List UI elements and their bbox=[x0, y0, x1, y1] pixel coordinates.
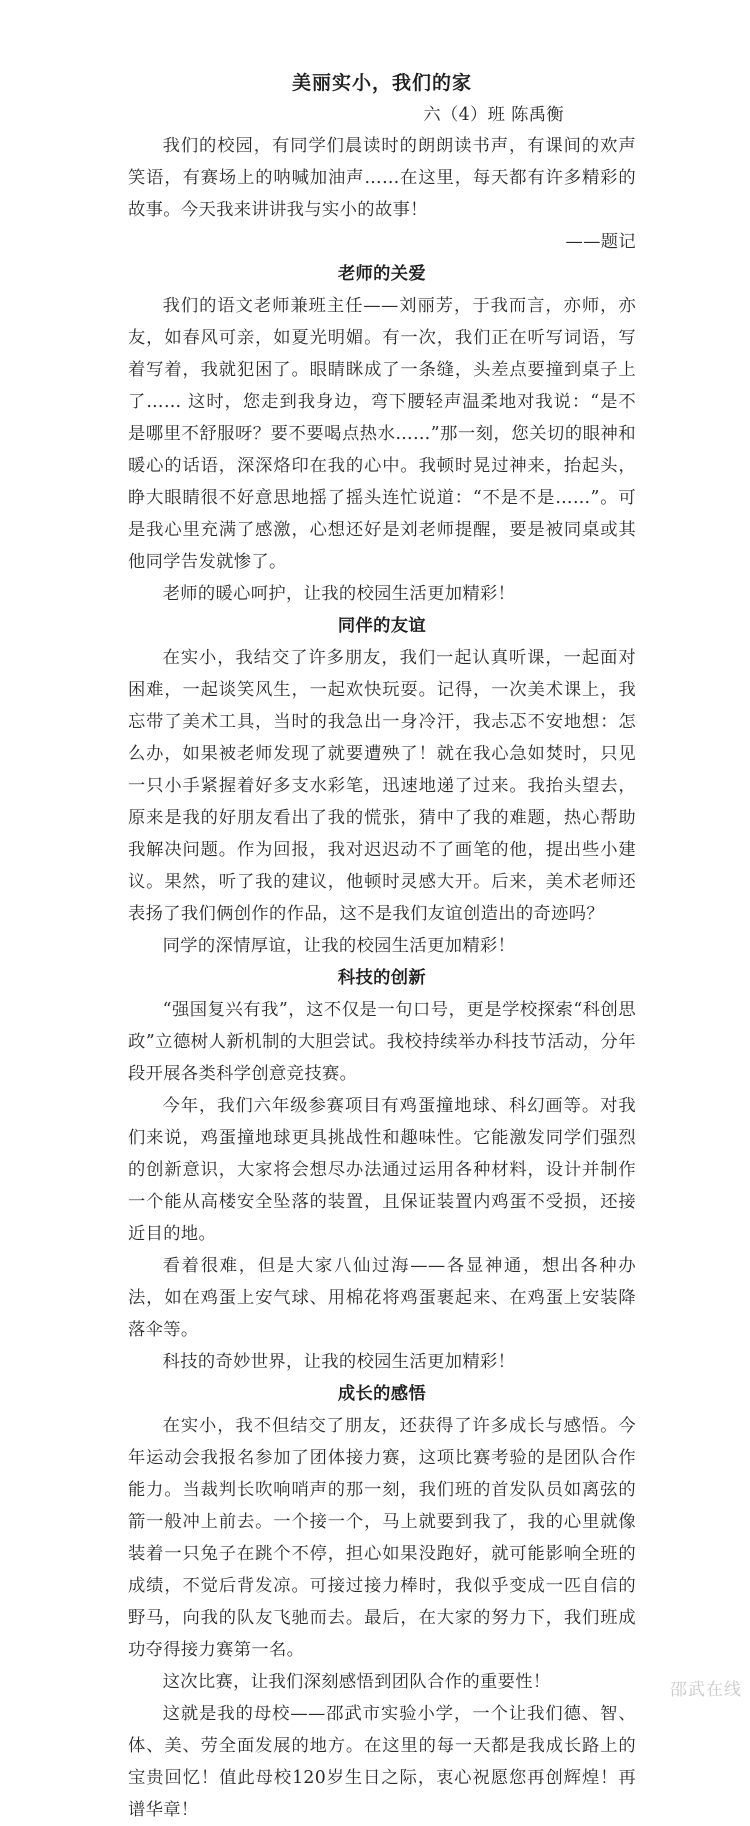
section-paragraph: 老师的暖心呵护，让我的校园生活更加精彩！ bbox=[162, 584, 516, 604]
section-paragraph: 我们的语文老师兼班主任——刘丽芳，于我而言，亦师，亦友，如春风可亲，如夏光明媚。有一次，我们正在听写词语，写着写着，我就犯困了。眼睛眯成了一条缝，头差点要撞到桌子上了…… 这时，您走到我身边，弯下腰轻声温柔地对我说：“是不是哪里不舒服呀？要不要喝点热水……”那一刻，您关切的眼神和暖心的话语，深深烙印在我的心中。我顿时晃过神来，抬起头，睁大眼睛很不好意思地摇了摇头连忙说道：“不是不是……”。可是我心里充满了感激，心想还好是刘老师提醒，要是被同桌或其他同学告发就惨了。 bbox=[128, 296, 636, 572]
section-paragraph: 今年，我们六年级参赛项目有鸡蛋撞地球、科幻画等。对我们来说，鸡蛋撞地球更具挑战性和趣味性。它能激发同学们强烈的创新意识，大家将会想尽办法通过运用各种材料，设计并制作一个能从高楼安全坠落的装置，且保证装置内鸡蛋不受损，还接近目的地。 bbox=[128, 1096, 636, 1244]
section-heading: 成长的感悟 bbox=[337, 1384, 427, 1404]
watermark: 邵武在线 bbox=[670, 1680, 742, 1700]
section-paragraph: 在实小，我结交了许多朋友，我们一起认真听课，一起面对困难，一起谈笑风生，一起欢快玩耍。记得，一次美术课上，我忘带了美术工具，当时的我急出一身冷汗，我忐忑不安地想：怎么办，如果被老师发现了就要遭殃了！就在我心急如焚时，只见一只小手紧握着好多支水彩笔，迅速地递了过来。我抬头望去，原来是我的好朋友看出了我的慌张，猜中了我的难题，热心帮助我解决问题。作为回报，我对迟迟动不了画笔的他，提出些小建议。果然，听了我的建议，他顿时灵感大开。后来，美术老师还表扬了我们俩创作的作品，这不是我们友谊创造出的奇迹吗？ bbox=[128, 648, 636, 924]
section-tech-innovation bbox=[128, 962, 636, 1378]
section-teacher-care bbox=[128, 258, 636, 610]
section-heading: 科技的创新 bbox=[337, 968, 427, 988]
section-growth bbox=[128, 1378, 636, 1826]
article-author: 六（4）班 陈禹衡 bbox=[423, 105, 564, 125]
intro-paragraph: 我们的校园，有同学们晨读时的朗朗读书声，有课间的欢声笑语，有赛场上的呐喊加油声……在这里，每天都有许多精彩的故事。今天我来讲讲我与实小的故事！ bbox=[128, 136, 636, 220]
section-heading: 老师的关爱 bbox=[337, 264, 427, 284]
section-paragraph: 这就是我的母校——邵武市实验小学，一个让我们德、智、体、美、劳全面发展的地方。在这里的每一天都是我成长路上的宝贵回忆！值此母校120岁生日之际，衷心祝愿您再创辉煌！再谱华章！ bbox=[128, 1704, 636, 1820]
section-paragraph: 科技的奇妙世界，让我的校园生活更加精彩！ bbox=[162, 1352, 516, 1372]
section-paragraph: “强国复兴有我”，这不仅是一句口号，更是学校探索“科创思政”立德树人新机制的大胆尝试。我校持续举办科技节活动，分年段开展各类科学创意竞技赛。 bbox=[128, 1000, 636, 1084]
section-paragraph: 看着很难，但是大家八仙过海——各显神通，想出各种办法，如在鸡蛋上安气球、用棉花将鸡蛋裹起来、在鸡蛋上安装降落伞等。 bbox=[128, 1256, 636, 1340]
section-heading: 同伴的友谊 bbox=[337, 616, 427, 636]
section-paragraph: 同学的深情厚谊，让我的校园生活更加精彩！ bbox=[162, 936, 516, 956]
article-title: 美丽实小，我们的家 bbox=[291, 72, 472, 94]
section-paragraph: 这次比赛，让我们深刻感悟到团队合作的重要性！ bbox=[162, 1672, 551, 1692]
epigraph-signature: ——题记 bbox=[565, 232, 636, 252]
section-friendship bbox=[128, 610, 636, 962]
section-paragraph: 在实小，我不但结交了朋友，还获得了许多成长与感悟。今年运动会我报名参加了团体接力赛，这项比赛考验的是团队合作能力。当裁判长吹响哨声的那一刻，我们班的首发队员如离弦的箭一般冲上前去。一个接一个，马上就要到我了，我的心里就像装着一只兔子在跳个不停，担心如果没跑好，就可能影响全班的成绩，不觉后背发凉。可接过接力棒时，我似乎变成一匹自信的野马，向我的队友飞驰而去。最后，在大家的努力下，我们班成功夺得接力赛第一名。 bbox=[128, 1416, 636, 1660]
article bbox=[128, 66, 636, 1826]
